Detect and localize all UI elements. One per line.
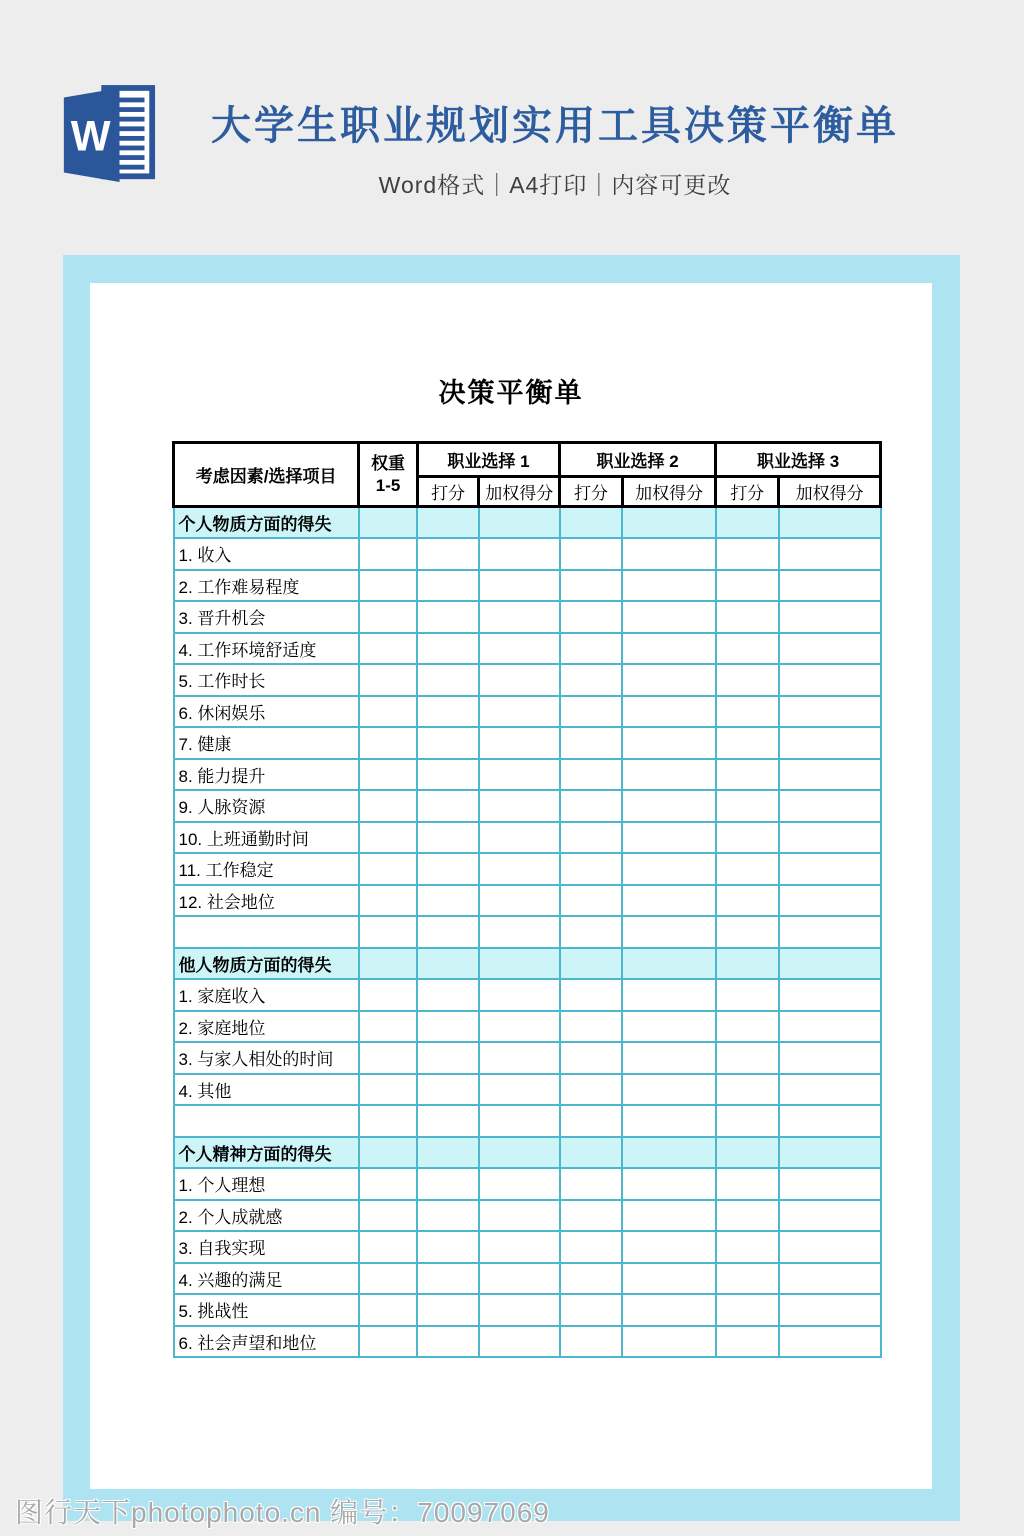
factor-row xyxy=(174,979,881,1011)
score-cell xyxy=(479,1042,560,1074)
weighted-score-header-2: 加权得分 xyxy=(622,477,715,507)
score-cell xyxy=(359,601,418,633)
score-cell xyxy=(622,727,715,759)
page-title: 大学生职业规划实用工具决策平衡单 xyxy=(211,104,899,148)
score-cell xyxy=(417,633,479,665)
factor-row xyxy=(174,601,881,633)
score-cell xyxy=(359,538,418,570)
factor-row xyxy=(174,790,881,822)
score-cell xyxy=(716,570,779,602)
score-cell xyxy=(417,727,479,759)
score-cell xyxy=(779,1074,881,1106)
score-cell xyxy=(560,1168,623,1200)
weighted-score-header-3: 加权得分 xyxy=(779,477,881,507)
preview-frame xyxy=(63,255,960,1521)
score-cell xyxy=(359,1074,418,1106)
factor-row xyxy=(174,853,881,885)
factor-label-cell: 2. 家庭地位 xyxy=(174,1011,359,1043)
score-cell xyxy=(622,948,715,980)
score-cell xyxy=(779,1294,881,1326)
score-cell xyxy=(417,1137,479,1169)
score-cell xyxy=(417,885,479,917)
score-cell xyxy=(622,1011,715,1043)
career-choice-1-header: 职业选择 1 xyxy=(417,443,559,477)
score-cell xyxy=(716,948,779,980)
score-cell xyxy=(359,979,418,1011)
score-cell xyxy=(417,538,479,570)
header-row-top xyxy=(174,443,881,477)
score-cell xyxy=(417,570,479,602)
score-cell xyxy=(479,853,560,885)
score-cell xyxy=(716,1137,779,1169)
score-cell xyxy=(479,1231,560,1263)
table-header xyxy=(174,443,881,507)
score-cell xyxy=(417,1200,479,1232)
factor-label-cell: 2. 个人成就感 xyxy=(174,1200,359,1232)
factor-row xyxy=(174,633,881,665)
score-cell xyxy=(479,1263,560,1295)
factor-label-cell: 3. 自我实现 xyxy=(174,1231,359,1263)
score-cell xyxy=(779,1231,881,1263)
score-cell xyxy=(779,538,881,570)
score-cell xyxy=(560,1200,623,1232)
weight-header-line2: 1-5 xyxy=(375,475,401,495)
score-cell xyxy=(359,507,418,539)
score-cell xyxy=(779,948,881,980)
factor-label-cell xyxy=(174,1105,359,1137)
factor-label-cell: 1. 收入 xyxy=(174,538,359,570)
score-cell xyxy=(779,507,881,539)
spacer-row xyxy=(174,916,881,948)
score-cell xyxy=(359,664,418,696)
score-cell xyxy=(779,853,881,885)
factor-row xyxy=(174,727,881,759)
score-cell xyxy=(622,1200,715,1232)
factor-label-cell: 5. 工作时长 xyxy=(174,664,359,696)
score-cell xyxy=(779,601,881,633)
score-cell xyxy=(716,1042,779,1074)
factor-row xyxy=(174,1326,881,1358)
score-cell xyxy=(622,885,715,917)
section-label-cell: 个人精神方面的得失 xyxy=(174,1137,359,1169)
score-cell xyxy=(359,727,418,759)
weight-header xyxy=(359,443,418,507)
score-cell xyxy=(479,1168,560,1200)
factor-label-cell xyxy=(174,916,359,948)
score-cell xyxy=(622,1326,715,1358)
score-cell xyxy=(716,1168,779,1200)
score-cell xyxy=(479,822,560,854)
score-cell xyxy=(479,664,560,696)
score-cell xyxy=(417,507,479,539)
score-cell xyxy=(716,601,779,633)
score-cell xyxy=(359,1042,418,1074)
section-row xyxy=(174,1137,881,1169)
score-cell xyxy=(479,696,560,728)
score-cell xyxy=(622,664,715,696)
score-cell xyxy=(716,822,779,854)
score-cell xyxy=(560,538,623,570)
score-cell xyxy=(560,1105,623,1137)
score-cell xyxy=(779,979,881,1011)
score-cell xyxy=(622,853,715,885)
score-cell xyxy=(779,664,881,696)
score-cell xyxy=(779,1137,881,1169)
score-cell xyxy=(479,1326,560,1358)
score-cell xyxy=(560,601,623,633)
section-row xyxy=(174,948,881,980)
score-cell xyxy=(716,1294,779,1326)
score-cell xyxy=(622,696,715,728)
score-cell xyxy=(479,1137,560,1169)
score-cell xyxy=(622,1105,715,1137)
factor-label-cell: 4. 工作环境舒适度 xyxy=(174,633,359,665)
score-cell xyxy=(359,1200,418,1232)
score-cell xyxy=(417,790,479,822)
score-header-3: 打分 xyxy=(716,477,779,507)
score-cell xyxy=(716,538,779,570)
score-cell xyxy=(779,1263,881,1295)
factor-row xyxy=(174,1200,881,1232)
score-cell xyxy=(479,570,560,602)
score-cell xyxy=(417,1263,479,1295)
score-cell xyxy=(716,1011,779,1043)
score-cell xyxy=(417,696,479,728)
score-cell xyxy=(359,633,418,665)
score-cell xyxy=(417,1231,479,1263)
score-cell xyxy=(560,507,623,539)
factor-row xyxy=(174,570,881,602)
score-cell xyxy=(779,633,881,665)
score-cell xyxy=(622,822,715,854)
score-cell xyxy=(716,885,779,917)
score-cell xyxy=(716,507,779,539)
score-cell xyxy=(479,633,560,665)
factor-label-cell: 7. 健康 xyxy=(174,727,359,759)
factor-row xyxy=(174,1294,881,1326)
factor-row xyxy=(174,1168,881,1200)
score-cell xyxy=(479,507,560,539)
score-cell xyxy=(560,790,623,822)
score-cell xyxy=(359,885,418,917)
score-cell xyxy=(622,1042,715,1074)
factor-label-cell: 4. 其他 xyxy=(174,1074,359,1106)
score-cell xyxy=(779,1168,881,1200)
section-label-cell: 他人物质方面的得失 xyxy=(174,948,359,980)
score-cell xyxy=(622,1263,715,1295)
weight-header-line1: 权重 xyxy=(371,454,406,474)
score-cell xyxy=(716,1105,779,1137)
score-header-2: 打分 xyxy=(560,477,623,507)
score-cell xyxy=(560,948,623,980)
score-cell xyxy=(779,1011,881,1043)
score-cell xyxy=(716,633,779,665)
score-cell xyxy=(716,727,779,759)
score-cell xyxy=(479,601,560,633)
score-cell xyxy=(622,633,715,665)
score-cell xyxy=(716,790,779,822)
factor-label-cell: 6. 社会声望和地位 xyxy=(174,1326,359,1358)
score-cell xyxy=(479,1074,560,1106)
score-cell xyxy=(779,759,881,791)
score-cell xyxy=(622,601,715,633)
factor-label-cell: 1. 个人理想 xyxy=(174,1168,359,1200)
score-cell xyxy=(359,696,418,728)
score-cell xyxy=(622,1168,715,1200)
score-cell xyxy=(622,916,715,948)
score-cell xyxy=(417,853,479,885)
score-cell xyxy=(560,1042,623,1074)
score-cell xyxy=(417,822,479,854)
weighted-score-header-1: 加权得分 xyxy=(479,477,560,507)
score-cell xyxy=(560,1137,623,1169)
career-choice-3-header: 职业选择 3 xyxy=(716,443,881,477)
score-header-1: 打分 xyxy=(417,477,479,507)
score-cell xyxy=(716,1074,779,1106)
score-cell xyxy=(417,1105,479,1137)
score-cell xyxy=(479,979,560,1011)
score-cell xyxy=(560,1231,623,1263)
factor-label-cell: 1. 家庭收入 xyxy=(174,979,359,1011)
score-cell xyxy=(560,885,623,917)
score-cell xyxy=(622,979,715,1011)
score-cell xyxy=(417,1168,479,1200)
word-icon xyxy=(60,76,156,194)
score-cell xyxy=(779,696,881,728)
score-cell xyxy=(479,885,560,917)
score-cell xyxy=(479,1011,560,1043)
score-cell xyxy=(479,759,560,791)
score-cell xyxy=(417,1011,479,1043)
score-cell xyxy=(417,1326,479,1358)
factor-label-cell: 8. 能力提升 xyxy=(174,759,359,791)
score-cell xyxy=(560,633,623,665)
score-cell xyxy=(359,1168,418,1200)
factor-row xyxy=(174,1263,881,1295)
score-cell xyxy=(417,1294,479,1326)
score-cell xyxy=(417,1042,479,1074)
score-cell xyxy=(779,916,881,948)
score-cell xyxy=(716,1231,779,1263)
score-cell xyxy=(359,822,418,854)
score-cell xyxy=(417,664,479,696)
score-cell xyxy=(779,1042,881,1074)
score-cell xyxy=(779,885,881,917)
score-cell xyxy=(359,759,418,791)
score-cell xyxy=(560,1074,623,1106)
score-cell xyxy=(359,1105,418,1137)
factor-row xyxy=(174,538,881,570)
score-cell xyxy=(622,1231,715,1263)
score-cell xyxy=(560,1326,623,1358)
factor-row xyxy=(174,885,881,917)
factor-row xyxy=(174,1074,881,1106)
score-cell xyxy=(622,570,715,602)
score-cell xyxy=(417,916,479,948)
factor-label-cell: 2. 工作难易程度 xyxy=(174,570,359,602)
score-cell xyxy=(359,916,418,948)
spacer-row xyxy=(174,1105,881,1137)
score-cell xyxy=(359,1137,418,1169)
factor-row xyxy=(174,1011,881,1043)
score-cell xyxy=(622,507,715,539)
score-cell xyxy=(716,1326,779,1358)
score-cell xyxy=(622,1294,715,1326)
score-cell xyxy=(779,790,881,822)
score-cell xyxy=(359,1326,418,1358)
factor-row xyxy=(174,696,881,728)
factor-label-cell: 12. 社会地位 xyxy=(174,885,359,917)
score-cell xyxy=(479,916,560,948)
score-cell xyxy=(779,822,881,854)
score-cell xyxy=(479,790,560,822)
score-cell xyxy=(560,664,623,696)
score-cell xyxy=(417,601,479,633)
factor-label-cell: 3. 与家人相处的时间 xyxy=(174,1042,359,1074)
score-cell xyxy=(417,759,479,791)
site-watermark: 图行天下photophoto.cn 编号：70097069 xyxy=(15,1497,550,1528)
section-label-cell: 个人物质方面的得失 xyxy=(174,507,359,539)
factor-label-cell: 5. 挑战性 xyxy=(174,1294,359,1326)
score-cell xyxy=(560,696,623,728)
factor-label-cell: 10. 上班通勤时间 xyxy=(174,822,359,854)
factor-row xyxy=(174,822,881,854)
score-cell xyxy=(560,727,623,759)
score-cell xyxy=(779,570,881,602)
score-cell xyxy=(622,1074,715,1106)
score-cell xyxy=(479,538,560,570)
score-cell xyxy=(417,979,479,1011)
score-cell xyxy=(716,696,779,728)
score-cell xyxy=(560,822,623,854)
page-subtitle: Word格式｜A4打印｜内容可更改 xyxy=(378,172,732,198)
score-cell xyxy=(622,538,715,570)
factor-row xyxy=(174,759,881,791)
score-cell xyxy=(479,1200,560,1232)
score-cell xyxy=(560,916,623,948)
score-cell xyxy=(359,1231,418,1263)
score-cell xyxy=(716,1200,779,1232)
score-cell xyxy=(779,1200,881,1232)
score-cell xyxy=(359,948,418,980)
score-cell xyxy=(560,979,623,1011)
score-cell xyxy=(359,853,418,885)
svg-text:W: W xyxy=(70,112,111,160)
score-cell xyxy=(779,1326,881,1358)
corner-header: 考虑因素/选择项目 xyxy=(174,443,359,507)
score-cell xyxy=(716,1263,779,1295)
score-cell xyxy=(560,759,623,791)
score-cell xyxy=(716,853,779,885)
score-cell xyxy=(716,916,779,948)
score-cell xyxy=(560,570,623,602)
score-cell xyxy=(622,790,715,822)
score-cell xyxy=(716,664,779,696)
factor-label-cell: 9. 人脉资源 xyxy=(174,790,359,822)
factor-label-cell: 11. 工作稳定 xyxy=(174,853,359,885)
score-cell xyxy=(779,1105,881,1137)
score-cell xyxy=(622,759,715,791)
factor-label-cell: 6. 休闲娱乐 xyxy=(174,696,359,728)
factor-label-cell: 3. 晋升机会 xyxy=(174,601,359,633)
score-cell xyxy=(560,853,623,885)
table-body xyxy=(174,507,881,1358)
score-cell xyxy=(479,1294,560,1326)
score-cell xyxy=(560,1011,623,1043)
score-cell xyxy=(779,727,881,759)
document-page xyxy=(90,283,932,1489)
score-cell xyxy=(479,1105,560,1137)
score-cell xyxy=(359,1294,418,1326)
score-cell xyxy=(560,1294,623,1326)
score-cell xyxy=(359,790,418,822)
factor-row xyxy=(174,1042,881,1074)
score-cell xyxy=(479,948,560,980)
score-cell xyxy=(359,1263,418,1295)
score-cell xyxy=(479,727,560,759)
factor-label-cell: 4. 兴趣的满足 xyxy=(174,1263,359,1295)
score-cell xyxy=(716,979,779,1011)
section-row xyxy=(174,507,881,539)
score-cell xyxy=(560,1263,623,1295)
decision-balance-table xyxy=(172,441,882,1358)
career-choice-2-header: 职业选择 2 xyxy=(560,443,716,477)
score-cell xyxy=(622,1137,715,1169)
header xyxy=(160,0,950,200)
score-cell xyxy=(359,570,418,602)
factor-row xyxy=(174,1231,881,1263)
factor-row xyxy=(174,664,881,696)
document-title: 决策平衡单 xyxy=(438,378,584,408)
score-cell xyxy=(417,948,479,980)
score-cell xyxy=(359,1011,418,1043)
score-cell xyxy=(417,1074,479,1106)
score-cell xyxy=(716,759,779,791)
